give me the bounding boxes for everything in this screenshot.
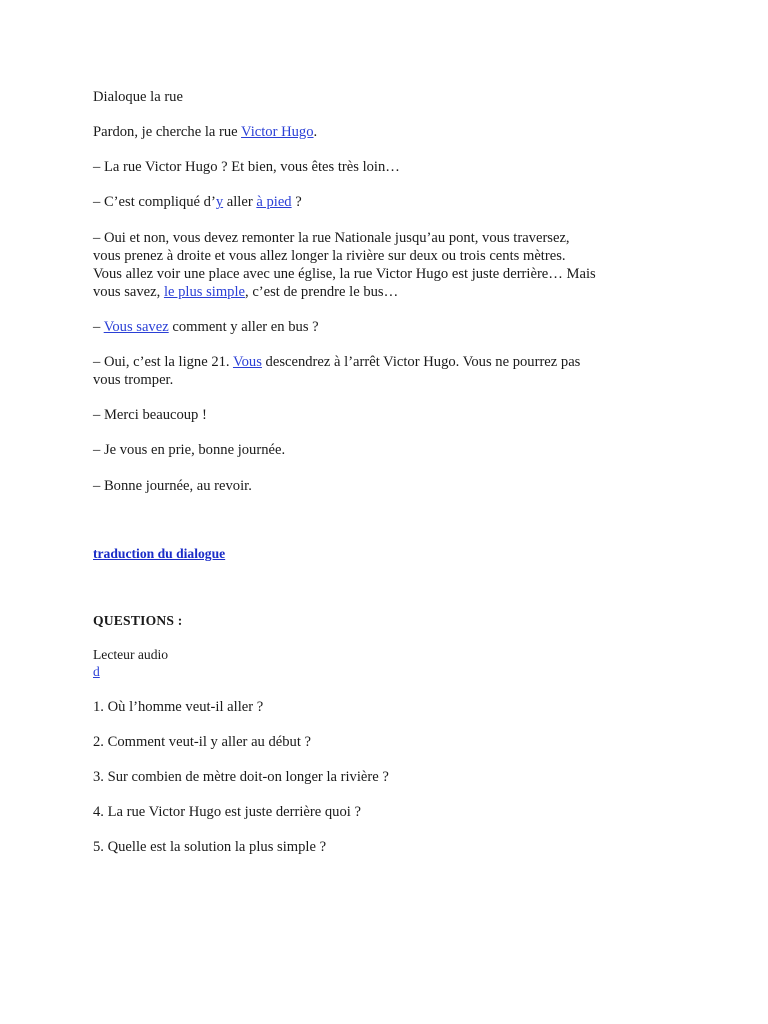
audio-player-label: Lecteur audio — [93, 647, 169, 662]
dialogue-line-4a: – Oui et non, vous devez remonter la rue Nationale jusqu’au pont, vous traversez, — [93, 230, 570, 246]
dialogue-line-9: – Bonne journée, au revoir. — [93, 478, 252, 494]
dialogue-text: . — [313, 124, 318, 140]
dialogue-text: Pardon, je cherche la rue — [93, 124, 242, 140]
dialogue-line-6b: vous tromper. — [93, 372, 174, 388]
document-title: Dialoque la rue — [93, 89, 183, 105]
question-item: 2. Comment veut-il y aller au début ? — [93, 734, 312, 750]
dialogue-text: aller — [223, 194, 257, 210]
question-item: 3. Sur combien de mètre doit-on longer la rivière ? — [93, 769, 389, 785]
dialogue-text: vous savez, — [93, 284, 164, 300]
audio-link[interactable]: d — [93, 664, 100, 679]
dialogue-line-1 — [93, 123, 317, 141]
le-plus-simple-link[interactable]: le plus simple — [163, 284, 246, 300]
dialogue-text: descendrez à l’arrêt Victor Hugo. Vous ne pourrez pas — [261, 354, 581, 370]
dialogue-line-6a — [93, 353, 580, 371]
dialogue-text: – C’est compliqué d’ — [93, 194, 216, 210]
dialogue-line-4d — [93, 283, 398, 301]
dialogue-line-2: – La rue Victor Hugo ? Et bien, vous êtes très loin… — [93, 159, 400, 175]
dialogue-text: – Oui, c’est la ligne 21. — [93, 354, 233, 370]
dialogue-line-3 — [93, 193, 302, 211]
question-item: 1. Où l’homme veut-il aller ? — [93, 699, 264, 715]
questions-heading: QUESTIONS : — [93, 613, 183, 628]
y-link[interactable]: y — [215, 194, 224, 210]
dialogue-line-4b: vous prenez à droite et vous allez longer la rivière sur deux ou trois cents mètres. — [93, 248, 566, 264]
dialogue-text: – — [93, 319, 104, 335]
dialogue-line-5 — [93, 318, 319, 336]
audio-link-wrapper — [93, 663, 100, 681]
dialogue-line-7: – Merci beaucoup ! — [93, 407, 207, 423]
vous-savez-link[interactable]: Vous savez — [103, 319, 169, 335]
question-item: 4. La rue Victor Hugo est juste derrière quoi ? — [93, 804, 361, 820]
victor-hugo-link[interactable]: Victor Hugo — [241, 124, 314, 140]
dialogue-text: , c’est de prendre le bus… — [245, 284, 399, 300]
vous-link[interactable]: Vous — [232, 354, 262, 370]
dialogue-text: comment y aller en bus ? — [168, 319, 319, 335]
question-item: 5. Quelle est la solution la plus simple ? — [93, 839, 327, 855]
translation-link[interactable]: traduction du dialogue — [93, 546, 226, 561]
dialogue-line-4c: Vous allez voir une place avec une église, la rue Victor Hugo est juste derrière… Mais — [93, 266, 596, 282]
dialogue-text: ? — [291, 194, 302, 210]
a-pied-link[interactable]: à pied — [256, 194, 292, 210]
dialogue-line-8: – Je vous en prie, bonne journée. — [93, 442, 286, 458]
translation-link-wrapper — [93, 545, 225, 563]
